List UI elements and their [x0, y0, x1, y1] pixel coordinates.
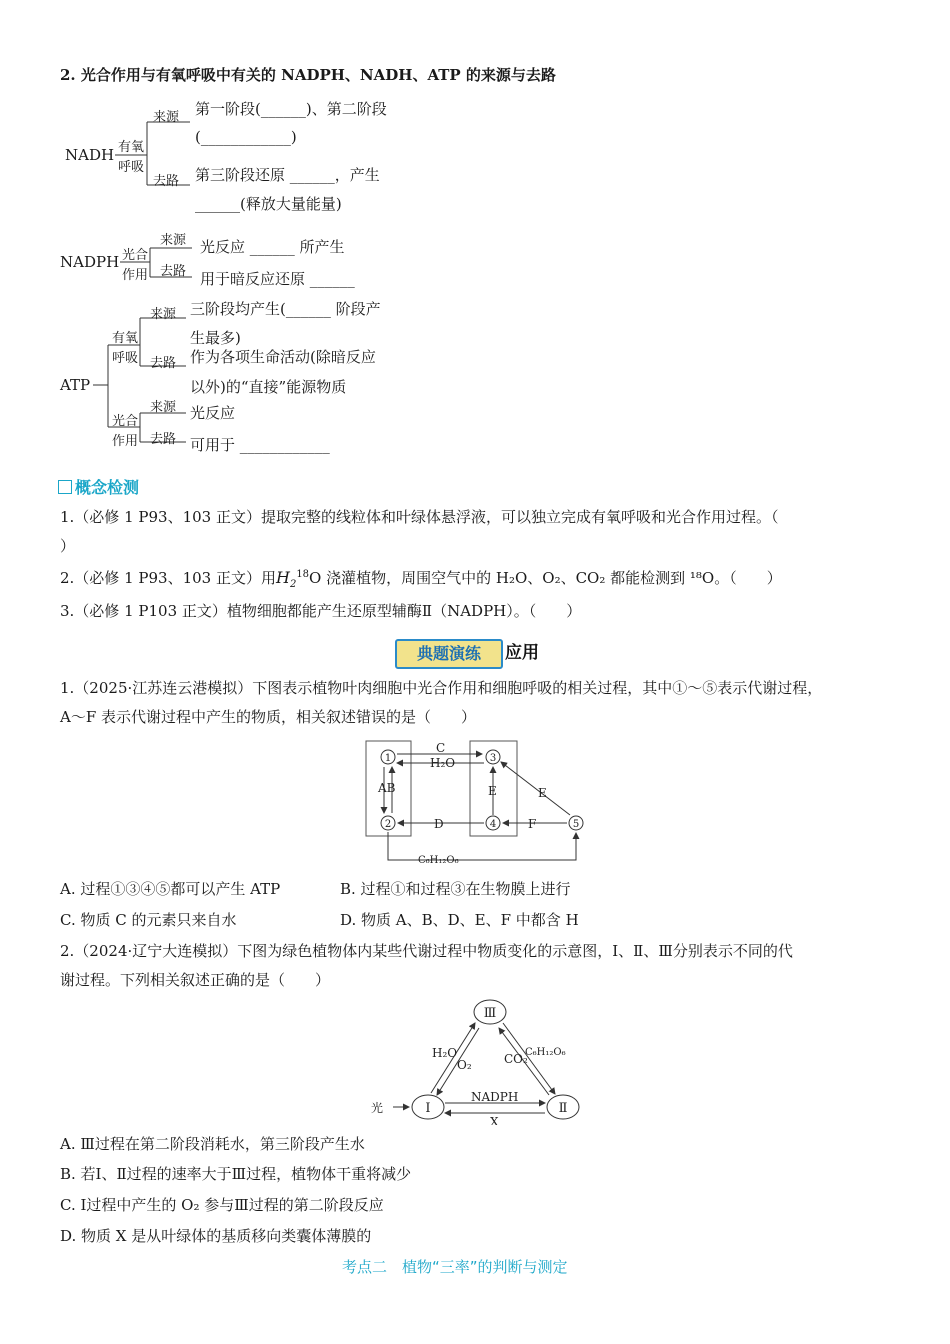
tree-text: 光反应 ______ 所产生 [200, 238, 345, 256]
q1-stem: 1.（2025·江苏连云港模拟）下图表示植物叶肉细胞中光合作用和细胞呼吸的相关过程，其中①～⑤表示代谢过程， [60, 679, 823, 697]
checkbox-icon [58, 480, 72, 494]
q1-option-c: C. 物质 C 的元素只来自水 [60, 911, 237, 929]
tree-root-nadph: NADPH [60, 253, 120, 271]
tree-text: 可用于 ____________ [190, 436, 330, 454]
tree-text: 以外)的“直接”能源物质 [190, 378, 347, 396]
q2-option-d: D. 物质 X 是从叶绿体的基质移向类囊体薄膜的 [60, 1227, 372, 1245]
q2-stem: 2.（2024·辽宁大连模拟）下图为绿色植物体内某些代谢过程中物质变化的示意图，Ⅰ、Ⅱ、Ⅲ分别表示不同的代 [60, 942, 793, 960]
node-3: 3 [489, 753, 497, 764]
tree-root-nadh: NADH [65, 146, 115, 164]
banner-left: 典题演练 [395, 639, 503, 669]
tree-branch-label: 作用 [112, 434, 139, 449]
label-glucose: C₆H₁₂O₆ [525, 1047, 566, 1058]
node-2: 2 [384, 819, 392, 830]
node-ii: Ⅱ [558, 1101, 568, 1116]
q2-stem: 谢过程。下列相关叙述正确的是（ ） [60, 971, 331, 989]
q2-option-a: A. Ⅲ过程在第二阶段消耗水，第三阶段产生水 [60, 1135, 365, 1153]
tree-text: ______(释放大量能量) [195, 195, 342, 213]
q1-option-a: A. 过程①③④⑤都可以产生 ATP [60, 880, 281, 898]
label-o2: O₂ [457, 1058, 472, 1072]
tree-branch-label: 呼吸 [112, 351, 139, 366]
tree-text: 作为各项生命活动(除暗反应 [190, 348, 376, 366]
practice-banner [395, 639, 553, 667]
label-e: E [488, 784, 497, 798]
node-4: 4 [489, 819, 497, 830]
banner-right: 应用 [505, 643, 539, 663]
node-i: Ⅰ [425, 1101, 431, 1116]
section-heading: 2. 光合作用与有氧呼吸中有关的 NADPH、NADH、ATP 的来源与去路 [60, 66, 556, 84]
label-c: C [436, 741, 446, 755]
tree-branch-label: 光合 [112, 414, 139, 429]
tree-source-tag: 来源 [150, 400, 177, 415]
tree-root-atp: ATP [60, 376, 91, 394]
tree-text: 三阶段均产生(______ 阶段产 [190, 300, 381, 318]
label-x: X [490, 1115, 499, 1125]
label-light: 光 [371, 1101, 384, 1115]
label-ab: AB [378, 781, 396, 795]
label-h2o: H₂O [432, 1046, 458, 1060]
concept-item-1: 1.（必修 1 P93、103 正文）提取完整的线粒体和叶绿体悬浮液，可以独立完成有氧呼吸和光合作用过程。（ [60, 508, 779, 526]
tree-text: 第三阶段还原 ______，产生 [195, 166, 380, 184]
label-f: F [528, 817, 537, 831]
concept-item-1-end: ） [60, 537, 76, 555]
tree-text: (____________) [195, 128, 297, 146]
tree-dest-tag: 去路 [160, 264, 187, 279]
q1-diagram [360, 735, 600, 870]
q1-stem: A～F 表示代谢过程中产生的物质，相关叙述错误的是（ ） [60, 708, 477, 726]
concept-item-2: 2.（必修 1 P93、103 正文）用$H_2^{18}O$ 浇灌植物，周围空气中的 H₂O、O₂、CO₂ 都能检测到 ¹⁸O。（ ） [60, 568, 782, 590]
label-e2: E [538, 786, 547, 800]
label-glucose: C₆H₁₂O₆ [418, 855, 459, 866]
q2-option-b: B. 若Ⅰ、Ⅱ过程的速率大于Ⅲ过程，植物体干重将减少 [60, 1165, 412, 1183]
section-footer: 考点二 植物“三率”的判断与测定 [342, 1258, 568, 1276]
tree-lines [0, 0, 950, 470]
tree-text: 生最多) [190, 329, 241, 347]
tree-text: 用于暗反应还原 ______ [200, 270, 355, 288]
tree-branch-label: 有氧 [112, 331, 139, 346]
tree-dest-tag: 去路 [150, 356, 177, 371]
tree-dest-tag: 去路 [150, 432, 177, 447]
q1-option-b: B. 过程①和过程③在生物膜上进行 [340, 880, 571, 898]
label-co2: CO₂ [504, 1052, 528, 1066]
tree-text: 第一阶段(______)、第二阶段 [195, 100, 387, 118]
tree-branch-label: 有氧 [118, 140, 145, 155]
q1-option-d: D. 物质 A、B、D、E、F 中都含 H [340, 911, 579, 929]
label-nadph: NADPH [471, 1090, 519, 1104]
node-1: 1 [384, 753, 392, 764]
tree-branch-label: 光合 [122, 248, 149, 263]
tree-dest-tag: 去路 [153, 174, 180, 189]
tree-branch-label: 呼吸 [118, 160, 145, 175]
tree-branch-label: 作用 [122, 268, 149, 283]
tree-text: 光反应 [190, 404, 236, 422]
q2-option-c: C. Ⅰ过程中产生的 O₂ 参与Ⅲ过程的第二阶段反应 [60, 1196, 384, 1214]
label-h2o: H₂O [430, 756, 456, 770]
tree-source-tag: 来源 [160, 233, 187, 248]
node-iii: Ⅲ [483, 1006, 497, 1021]
concept-item-3: 3.（必修 1 P103 正文）植物细胞都能产生还原型辅酶Ⅱ（NADPH）。（ ） [60, 602, 582, 620]
concept-title: 概念检测 [58, 475, 139, 498]
tree-source-tag: 来源 [150, 307, 177, 322]
tree-source-tag: 来源 [153, 110, 180, 125]
label-d: D [434, 817, 444, 831]
node-5: 5 [572, 819, 580, 830]
q2-diagram [365, 995, 590, 1125]
